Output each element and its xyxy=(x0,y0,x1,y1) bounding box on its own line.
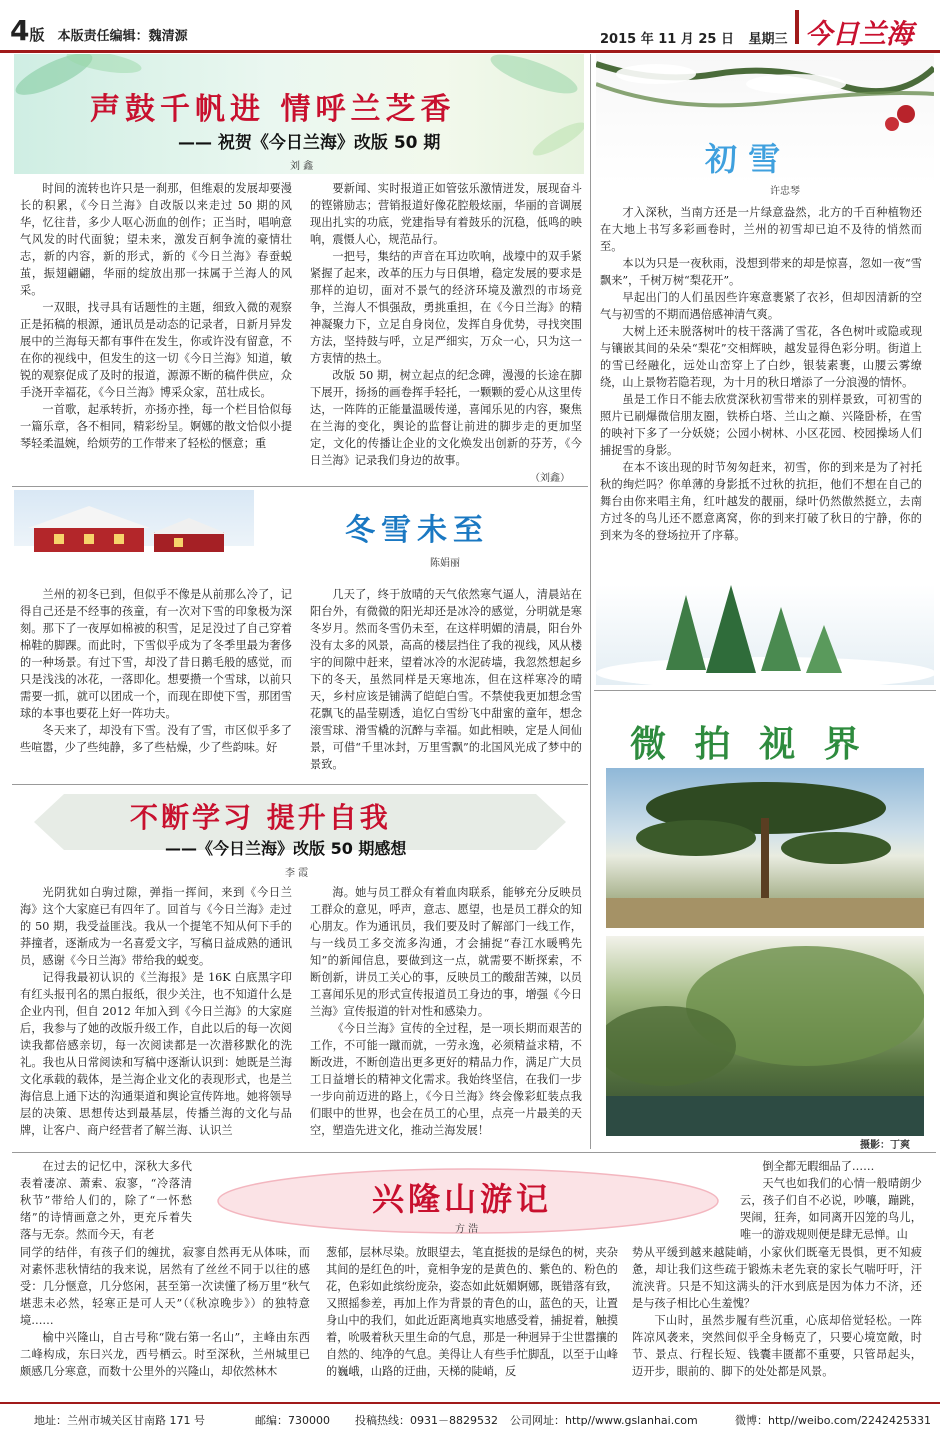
article3-author: 许忠琴 xyxy=(770,186,800,197)
paragraph: 葱郁，层林尽染。放眼望去，笔直挺拔的是绿色的树，夹杂其间的是红色的叶，竟相争宠的是黄色的、紫色的、粉色的花，色彩如此缤纷庞杂，姿态如此妩媚婀娜，既错落有致，又照摇参差，再加上作为背景的青色的山，蓝色的天，让置身山中的我们，如此近距离地真实地感受着，捕捉着，触摸着，吮吸着秋天里生命的气息，那是一种迥异于尘世嚣攘的自然的、纯净的气息。美得让人有些手忙脚乱，以至于山峰的巍峨，山路的迂曲，天梯的陡峭，反 xyxy=(326,1246,618,1378)
paragraph: 才入深秋，当南方还是一片绿意盎然，北方的千百种植物还在大地上书写多彩画卷时，兰州的初雪却已迫不及待的悄然而至。 xyxy=(600,206,922,253)
paragraph: 几天了，终于放晴的天气依然寒气逼人，清晨站在阳台外，有微微的阳光却还是冰冷的感觉，分明就是寒冬岁月。然而冬雪仍未至，在这样明媚的清晨，阳台外没有太多的风景，高高的楼层挡住了我的视线，风从楼宇的间隙中赶来，望着冰冷的水泥砖墙，我忽然想起乡下的冬天，虽然同样是天寒地冻，但在这样寒冷的晴天，乡村应该是铺满了皑皑白雪。不禁使我更加想念雪花飘飞的晶莹剔透，追忆白雪纷飞中甜蜜的童年，想念滚雪球、滑雪橇的沉醉与幸福。如此相映，定是人间仙景，可借“千里冰封，万里雪飘”的北国风光成了梦中的景致。 xyxy=(310,588,582,771)
page-number-block xyxy=(10,14,188,47)
paragraph: 本以为只是一夜秋雨，没想到带来的却是惊喜，忽如一夜“雪飘来”，千树万树“梨花开”。 xyxy=(600,257,922,287)
article1-col2 xyxy=(310,180,582,469)
photo-section-title: 微 拍 视 界 xyxy=(630,724,868,765)
article4-col2 xyxy=(310,884,582,1139)
article4-author: 李 霞 xyxy=(285,868,309,879)
divider xyxy=(594,690,936,691)
photo-credit: 摄影：丁爽 xyxy=(860,1140,910,1151)
article3-title: 初 雪 xyxy=(705,140,781,178)
paragraph: 一双眼，找寻具有话题性的主题，细致入微的观察正是拓稿的根源，通讯员是动态的记录者，日新月异发展中的兰海每天都有事件在发生，你或许没有留意，不在你的视线中，但发生的这一切《今日兰海》知道，敏锐的观察促成了及时的报道，源源不断的稿件供应，众手浇开幸福花，《今日兰海》博采众家，茁壮成长。 xyxy=(20,301,292,399)
bonsai-garden-photo xyxy=(606,768,924,928)
article1-title: 声鼓千帆进 情呼兰芝香 xyxy=(90,92,456,127)
paragraph: 天气也如我们的心情一般晴朗少云，孩子们自不必说，吵嚷，蹦跳，哭闹，狂奔，如同离开囚笼的鸟儿，唯一的游戏规则便是肆无忌惮。山 xyxy=(740,1177,922,1241)
paragraph: 记得我最初认识的《兰海报》是 16K 白底黑字印有红头报刊名的黑白报纸，很少关注，也不知道什么是企业内刊，但自 2012 年加入到《今日兰海》的大家庭后，我参与了她的改版升级工作，自此以后的每一次阅读我都倍感亲切，每一次阅读都是一次潜移默化的洗礼。我也从日常阅读和写稿中逐渐认识到：她既是兰海文化承载的载体，是兰海企业文化的表现形式，也是兰海信息上通下达的沟通渠道和舆论宣传阵地。她将领导层的决策、思想传达到最基层，传播兰海的文化与品牌，让客户、商户经营者了解兰海、认识兰 xyxy=(20,971,292,1137)
article4-subtitle: ——《今日兰海》改版 50 期感想 xyxy=(165,839,407,858)
paragraph: 光阴犹如白驹过隙，弹指一挥间，来到《今日兰海》这个大家庭已有四年了。回首与《今日兰海》走过的 50 期，我受益匪浅。我从一个提笔不知从何下手的莽撞者，逐渐成为一名喜爱文字，写稿日益成熟的通讯员，感谢《今日兰海》带给我的蜕变。 xyxy=(20,886,292,967)
paragraph: 改版 50 期，树立起点的纪念碑，漫漫的长途在脚下展开，扬扬的画卷挥手轻托，一颗颗的爱心从这里传达，一阵阵的正能量温暖传递，喜闻乐见的内容，聚焦在兰海的变化，舆论的监督让前进的脚步走的更加坚定，文化的传播让企业的文化焕发出创新的芬芳，《今日兰海》记录我们身边的故事。 xyxy=(310,369,582,467)
article3-body xyxy=(600,204,922,544)
paragraph: 在过去的记忆中，深秋大多代表着凄凉、萧索、寂寥，“冷落清秋节”带给人们的，除了“一怀愁绪”的诗情画意之外，更充斥着失落与无奈。然而今天，有老 xyxy=(20,1160,192,1241)
page-number: 4 xyxy=(10,14,30,47)
willow-photo-icon xyxy=(606,936,924,1136)
page-footer xyxy=(0,1402,940,1434)
article5-col3 xyxy=(632,1244,922,1380)
article2-col2 xyxy=(310,586,582,773)
article1-signoff: （刘鑫） xyxy=(530,473,570,484)
article5-col2 xyxy=(326,1244,618,1380)
article4-title: 不断学习 提升自我 xyxy=(130,801,391,834)
paragraph: 虽是工作日不能去欣赏深秋初雪带来的别样景致，可初雪的照片已刷爆微信朋友圈，铁桥白塔、兰山之巅、兴隆卧桥，在雪的映衬下多了一分妖娆；公园小树林、小区花园、校园操场人们捕捉雪的身影。 xyxy=(600,393,922,457)
paragraph: 早起出门的人们虽因些许寒意裹紧了衣衫，但却因清新的空气与初雪的不期而遇倍感神清气爽。 xyxy=(600,291,922,321)
article2-author: 陈娟丽 xyxy=(430,558,460,569)
article4-col1 xyxy=(20,884,292,1139)
footer-address: 地址：兰州市城关区甘南路 171 号 xyxy=(34,1414,205,1427)
paragraph: 《今日兰海》宣传的全过程，是一项长期而艰苦的工作，不可能一蹴而就，一劳永逸，必须精益求精，不断改进，不断创造出更多更好的精品力作，满足广大员工日益增长的精神文化需求。我始终坚信，在我们一步一步向前迈进的路上，《今日兰海》终会像彩虹装点我们眼中的世界，也会在员工的心里，点亮一片最美的天空，塑造先进文化，推动兰海发展！ xyxy=(310,1022,582,1137)
divider xyxy=(12,486,588,487)
masthead-logo: 今日兰海 xyxy=(805,19,913,50)
paragraph: 冬天来了，却没有下雪。没有了雪，市区似乎多了些喧嚣，少了些纯静，多了些枯燥，少了些韵味。好 xyxy=(20,724,292,754)
paragraph: 大树上还未脱落树叶的枝干落满了雪花，各色树叶或隐或现与镶嵌其间的朵朵“梨花”交相辉映，越发显得色彩分明。街道上的雪已经融化，远处山峦穿上了白纱，银装素裹，山腰云雾缭绕，山上景物若隐若现，为十月的秋日增添了一分浪漫的情怀。 xyxy=(600,325,922,389)
article1-author: 刘 鑫 xyxy=(290,161,314,172)
divider xyxy=(12,1152,936,1153)
masthead-divider xyxy=(795,10,799,44)
issue-date xyxy=(600,28,788,47)
paragraph: 要新闻、实时报道正如管弦乐激情迸发，展现奋斗的铿锵励志；营销报道好像花腔般炫丽，华丽的音调展现出扎实的功底，党建指导有着鼓乐的沉稳，低鸣的映响，震慑人心，规范品行。 xyxy=(310,182,582,246)
paragraph: 势从平缓到越来越陡峭，小家伙们既毫无畏惧，更不知疲惫，却让我们这些疏于锻炼未老先衰的家长气喘吁吁，汗流浃背。只是不知这满头的汗水到底是因为体力不济，还是与孩子相比心生羞愧？ xyxy=(632,1246,922,1310)
article5-author: 方 浩 xyxy=(455,1224,479,1235)
article5-title: 兴隆山游记 xyxy=(372,1180,553,1218)
article5-col1-top xyxy=(20,1158,192,1243)
pine-trees-icon xyxy=(596,585,934,685)
paragraph: 下山时，虽然步履有些沉重，心底却倍觉轻松。一阵阵凉风袭来，突然间似乎全身畅克了，只要心境宽敞，时节、景点、行程长短、钱囊丰匮都不重要，只管昂起头，迈开步，眼前的、脚下的处处都是风景。 xyxy=(632,1314,922,1378)
divider xyxy=(12,784,588,785)
article1-col1 xyxy=(20,180,292,452)
article5-col1 xyxy=(20,1244,310,1380)
bonsai-photo-icon xyxy=(606,768,924,928)
winter-house-illustration xyxy=(14,490,254,568)
article5-col3-top xyxy=(740,1158,922,1243)
page-header xyxy=(0,0,940,53)
house-illustration-icon xyxy=(14,490,254,568)
footer-postcode: 邮编：730000 xyxy=(255,1414,330,1427)
weekday-text: 星期三 xyxy=(748,32,788,47)
page-number-suffix: 版 xyxy=(29,26,45,44)
paragraph: 倒全都无暇细品了…… xyxy=(762,1160,875,1173)
editor-credit: 本版责任编辑：魏清源 xyxy=(57,29,188,44)
article1-subtitle: —— 祝贺《今日兰海》改版 50 期 xyxy=(178,133,441,153)
column-divider xyxy=(590,54,591,1149)
date-text: 2015 年 11 月 25 日 xyxy=(600,32,734,47)
paragraph: 一首歌，起承转折，亦扬亦挫，每一个栏目恰似每一篇乐章，各不相同，精彩纷呈。婀娜的散文恰似小提琴轻柔温婉，给烦劳的工作带来了轻松的惬意；重 xyxy=(20,403,292,450)
snow-trees-image xyxy=(596,585,934,685)
willow-pond-photo xyxy=(606,936,924,1136)
paragraph: 时间的流转也许只是一刹那，但维艰的发展却要漫长的积累，《今日兰海》自改版以来走过 50 期的风华，忆往昔，多少人呕心沥血的创作；正当时，唱响意气风发的时代面貌；望未来，激发百舸争流的豪情壮志，新的内容，新的形式，新的《今日兰海》春蚕蜕茧，振翅翩翩，华丽的绽放出那一抹属于兰海人的风采。 xyxy=(20,182,292,297)
footer-website[interactable]: 公司网址：http//www.gslanhai.com xyxy=(510,1414,698,1427)
paragraph: 在本不该出现的时节匆匆赶来，初雪，你的到来是为了衬托秋的绚烂吗？你单薄的身影抵不过秋的抗拒，他们不想在自己的舞台由你来唱主角，红叶越发的靓丽，绿叶仍然傲然挺立，去南方过冬的鸟儿还不愿意离窝，你的到来打破了秋日的宁静，你的到来为冬的登场拉开了序幕。 xyxy=(600,461,922,542)
paragraph: 同学的结伴，有孩子们的缠扰，寂寥自然再无从体味，而对素怀悲秋情结的我来说，居然有了丝丝不同于以往的感受：几分惬意，几分悠闲，甚至第一次读懂了杨万里“秋气堪悲未必然，轻寒正是可人天”（《秋凉晚步》）的独特意境…… xyxy=(20,1246,310,1327)
article2-col1 xyxy=(20,586,292,756)
paragraph: 榆中兴隆山，自古号称“陇右第一名山”，主峰由东西二峰构成，东曰兴龙，西号栖云。时至深秋，兰州城里已颇感几分寒意，而数十公里外的兴隆山，却依然林木 xyxy=(20,1331,310,1378)
paragraph: 一把号，集结的声音在耳边吹响，战壕中的双手紧紧握了起来，改革的压力与日俱增，稳定发展的要求是那样的迫切，面对不景气的经济环境及激烈的市场竞争，兰海人不惧强敌，勇挑重担，在《今日兰海》的精神凝聚力下，立足自身岗位，发挥自身优势，寻找突围方法，坚持鼓与呼，立足严细实，万众一心，只为这一方衷情的热土。 xyxy=(310,250,582,365)
paragraph: 兰州的初冬已到，但似乎不像是从前那么冷了，记得自己还是不经事的孩童，有一次对下雪的印象极为深刻。那下了一夜厚如棉被的积雪，足足没过了自己穿着棉鞋的脚踝。而此时，下雪似乎成为了冬季里最为奢侈的一种场景。有过下雪，却没了昔日鹅毛般的感觉，而只是浅浅的冰花，一落即化。想要攒一个雪球，以前只需要一抓，就可以团成一个，而现在即使下雪，那团雪球的本事也要花上好一阵功夫。 xyxy=(20,588,292,720)
footer-weibo[interactable]: 微博：http//weibo.com/2242425331 xyxy=(735,1414,932,1427)
footer-hotline: 投稿热线：0931－8829532 xyxy=(355,1414,498,1427)
article2-title: 冬雪未至 xyxy=(345,513,489,548)
paragraph: 海。她与员工群众有着血肉联系，能够充分反映员工群众的意见，呼声，意志、愿望，也是员工群众的知心朋友。作为通讯员，我们要及时了解部门一线工作，与一线员工多交流多沟通，才会捕捉“春江水暖鸭先知”的新闻信息，要做到这一点，就需要不断探索，不断创新，讲员工关心的事，反映员工的酸甜苦辣，以员工喜闻乐见的形式宣传报道员工身边的事，增强《今日兰海》宣传报道的针对性和感染力。 xyxy=(310,886,582,1018)
